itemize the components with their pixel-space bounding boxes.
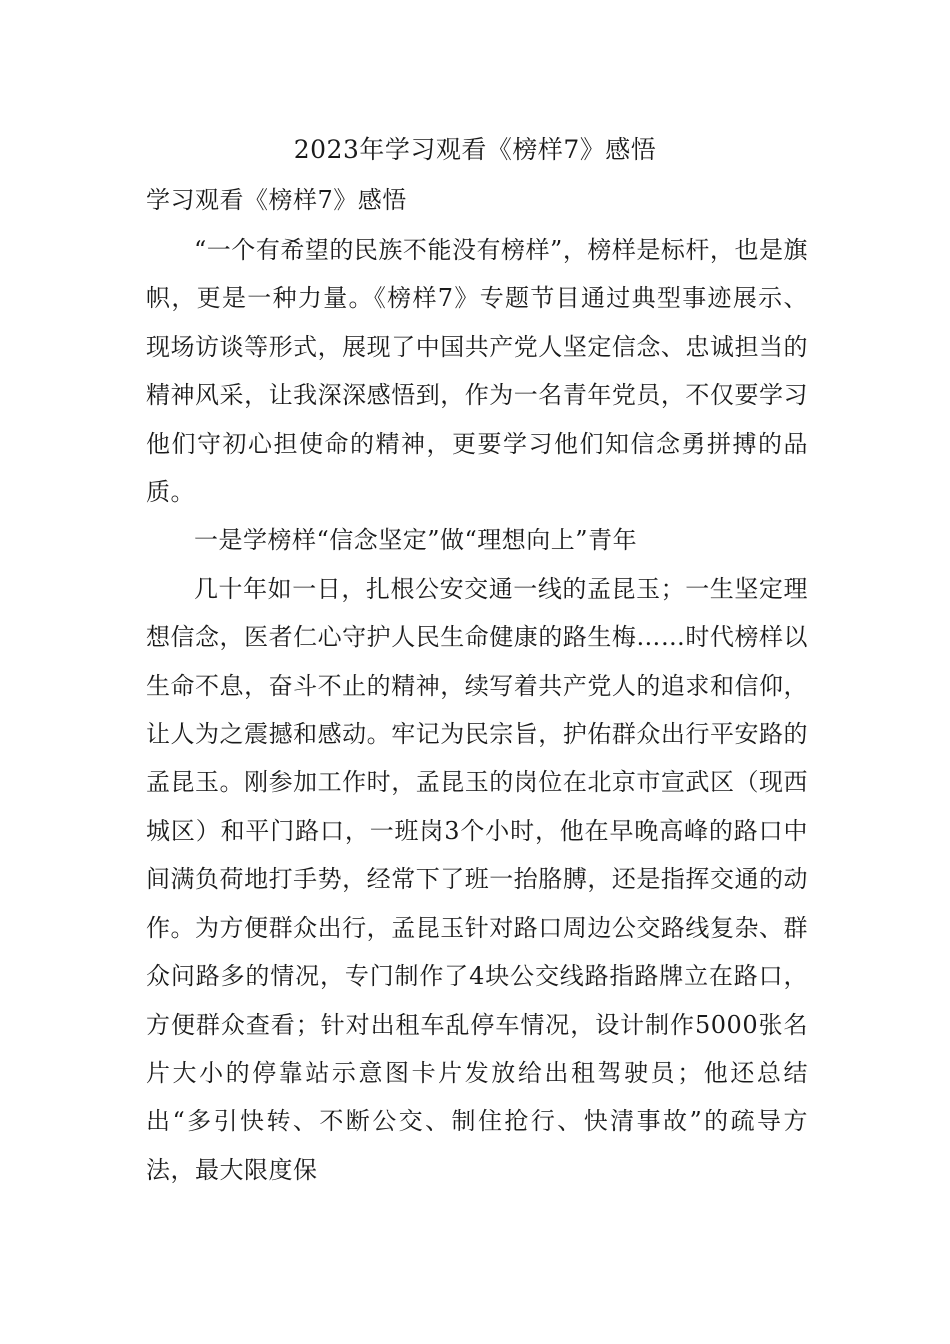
section-heading: 一是学榜样“信念坚定”做“理想向上”青年 [194,526,638,555]
paragraph-intro: “一个有希望的民族不能没有榜样”，榜样是标杆，也是旗帜，更是一种力量。《榜样7》专题节目通过典型事迹展示、现场访谈等形式，展现了中国共产党人坚定信念、忠诚担当的精神风采，让我深深感悟到，作为一名青年党员，不仅要学习他们守初心担使命的精神，更要学习他们知信念勇拼搏的品质。 [146,236,808,507]
document-body [146,226,808,1194]
paragraph-example: 几十年如一日，扎根公安交通一线的孟昆玉；一生坚定理想信念，医者仁心守护人民生命健康的路生梅……时代榜样以生命不息，奋斗不止的精神，续写着共产党人的追求和信仰，让人为之震撼和感动。牢记为民宗旨，护佑群众出行平安路的孟昆玉。刚参加工作时，孟昆玉的岗位在北京市宣武区（现西城区）和平门路口，一班岗3个小时，他在早晚高峰的路口中间满负荷地打手势，经常下了班一抬胳膊，还是指挥交通的动作。为方便群众出行，孟昆玉针对路口周边公交路线复杂、群众问路多的情况，专门制作了4块公交线路指路牌立在路口，方便群众查看；针对出租车乱停车情况，设计制作5000张名片大小的停靠站示意图卡片发放给出租驾驶员；他还总结出“多引快转、不断公交、制住抢行、快清事故”的疏导方法，最大限度保 [146,574,808,1184]
document-title: 2023年学习观看《榜样7》感悟 [293,135,657,164]
document-subtitle: 学习观看《榜样7》感悟 [146,186,407,214]
